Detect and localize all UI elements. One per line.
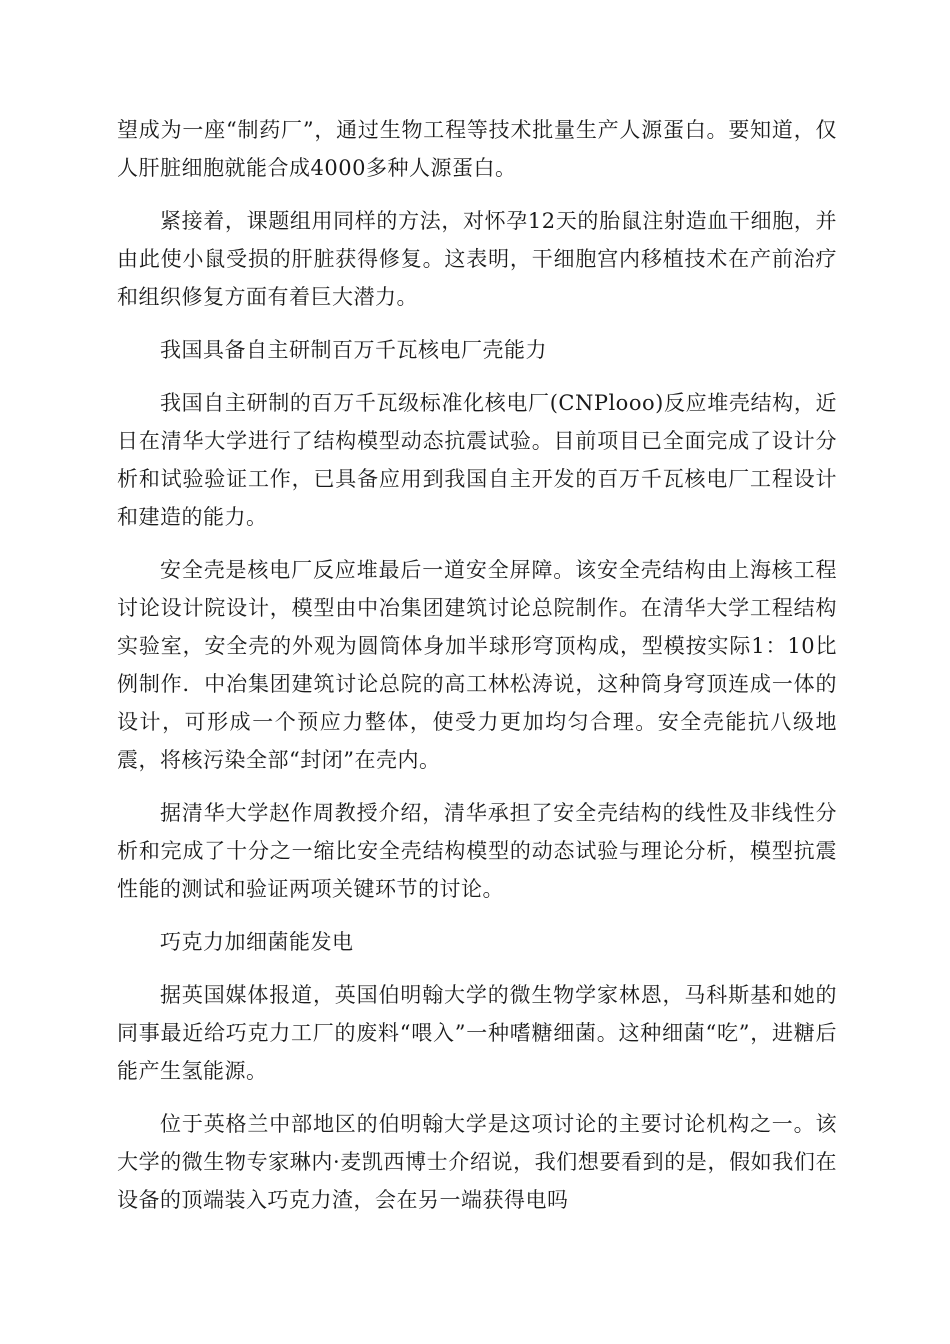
paragraph: 我国自主研制的百万千瓦级标准化核电厂(CNPlooo)反应堆壳结构，近日在清华大学进行了结构模型动态抗震试验。目前项目已全面完成了设计分析和试验验证工作，已具备应用到我国自主开发的百万千瓦核电厂工程设计和建造的能力。: [117, 391, 837, 529]
paragraph: 据清华大学赵作周教授介绍，清华承担了安全壳结构的线性及非线性分析和完成了十分之一缩比安全壳结构模型的动态试验与理论分析，模型抗震性能的测试和验证两项关键环节的讨论。: [117, 801, 837, 901]
paragraph: 据英国媒体报道，英国伯明翰大学的微生物学家林恩，马科斯基和她的同事最近给巧克力工厂的废料“喂入”一种嗜糖细菌。这种细菌“吃”，进糖后能产生氢能源。: [117, 983, 837, 1083]
section-heading: 我国具备自主研制百万千瓦核电厂壳能力: [160, 338, 547, 362]
paragraph-continuation: 望成为一座“制药厂”，通过生物工程等技术批量生产人源蛋白。要知道，仅人肝脏细胞就能合成4000多种人源蛋白。: [117, 118, 837, 180]
paragraph: 位于英格兰中部地区的伯明翰大学是这项讨论的主要讨论机构之一。该大学的微生物专家琳内·麦凯西博士介绍说，我们想要看到的是，假如我们在设备的顶端装入巧克力渣，会在另一端获得电吗: [117, 1112, 837, 1212]
paragraph: 紧接着，课题组用同样的方法，对怀孕12天的胎鼠注射造血干细胞，并由此使小鼠受损的肝脏获得修复。这表明，干细胞宫内移植技术在产前治疗和组织修复方面有着巨大潜力。: [117, 209, 837, 309]
section-heading: 巧克力加细菌能发电: [160, 930, 354, 954]
paragraph: 安全壳是核电厂反应堆最后一道安全屏障。该安全壳结构由上海核工程讨论设计院设计，模型由中冶集团建筑讨论总院制作。在清华大学工程结构实验室，安全壳的外观为圆筒体身加半球形穹顶构成，型模按实际1：10比例制作．中冶集团建筑讨论总院的高工林松涛说，这种筒身穹顶连成一体的设计，可形成一个预应力整体，使受力更加均匀合理。安全壳能抗八级地震，将核污染全部“封闭”在壳内。: [117, 558, 837, 772]
document-body: [117, 111, 837, 1234]
